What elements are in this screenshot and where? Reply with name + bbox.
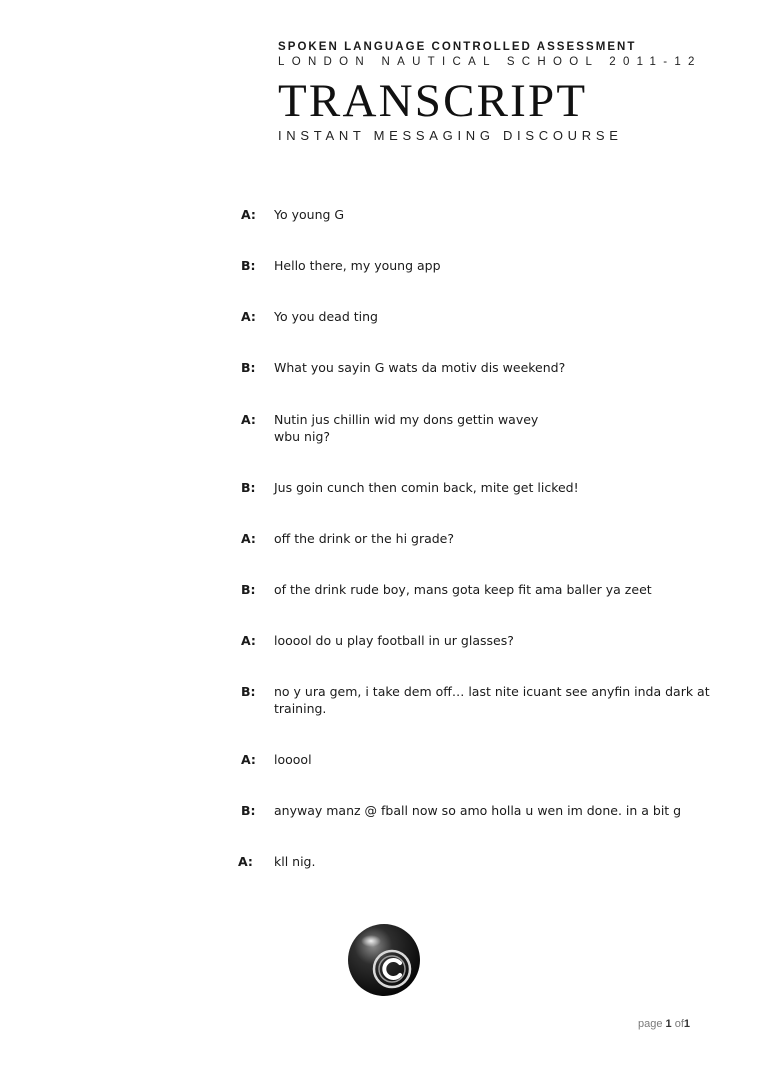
document-header: [278, 41, 702, 143]
message-text: looool: [274, 752, 312, 767]
message-text: off the drink or the hi grade?: [274, 531, 455, 546]
speaker-label: B:: [241, 480, 256, 495]
message-text: Jus goin cunch then comin back, mite get licked!: [274, 480, 579, 495]
speaker-label: A:: [241, 207, 256, 222]
message-text: kll nig.: [274, 854, 316, 869]
current-page: 1: [665, 1018, 672, 1030]
speaker-label: A:: [241, 633, 256, 648]
page-label: page: [638, 1018, 663, 1030]
page-subtitle: INSTANT MESSAGING DISCOURSE: [278, 128, 623, 143]
school-heading: LONDON NAUTICAL SCHOOL 2011-12: [278, 56, 702, 68]
of-label: of: [674, 1018, 684, 1030]
message-text: Hello there, my young app: [274, 258, 441, 273]
message-text: of the drink rude boy, mans gota keep fit ama baller ya zeet: [274, 582, 652, 597]
message-text: [274, 411, 694, 445]
page-title: TRANSCRIPT: [278, 75, 588, 127]
speaker-label: B:: [241, 582, 256, 597]
copyright-ball-logo: [346, 922, 422, 998]
speaker-label: B:: [241, 258, 256, 273]
message-line: wbu nig?: [274, 429, 331, 444]
speaker-label: B:: [241, 684, 256, 699]
page-number: [638, 1018, 690, 1030]
message-text: What you sayin G wats da motiv dis weekend?: [274, 360, 566, 375]
speaker-label: B:: [241, 803, 256, 818]
speaker-label: A:: [241, 309, 256, 324]
message-line: training.: [274, 701, 327, 716]
speaker-label: A:: [241, 752, 256, 767]
message-text: Yo young G: [274, 207, 345, 222]
message-line: no y ura gem, i take dem off… last nite icuant see anyfin inda dark at: [274, 684, 710, 699]
speaker-label: A:: [238, 854, 253, 869]
message-text: anyway manz @ fball now so amo holla u wen im done. in a bit g: [274, 803, 682, 818]
speaker-label: A:: [241, 531, 256, 546]
speaker-label: A:: [241, 412, 256, 427]
message-text: looool do u play football in ur glasses?: [274, 633, 514, 648]
total-pages: 1: [683, 1018, 691, 1030]
message-text: [274, 683, 734, 717]
assessment-heading: SPOKEN LANGUAGE CONTROLLED ASSESSMENT: [278, 41, 637, 53]
message-text: Yo you dead ting: [274, 309, 378, 324]
speaker-label: B:: [241, 360, 256, 375]
message-line: Nutin jus chillin wid my dons gettin wavey: [274, 412, 539, 427]
